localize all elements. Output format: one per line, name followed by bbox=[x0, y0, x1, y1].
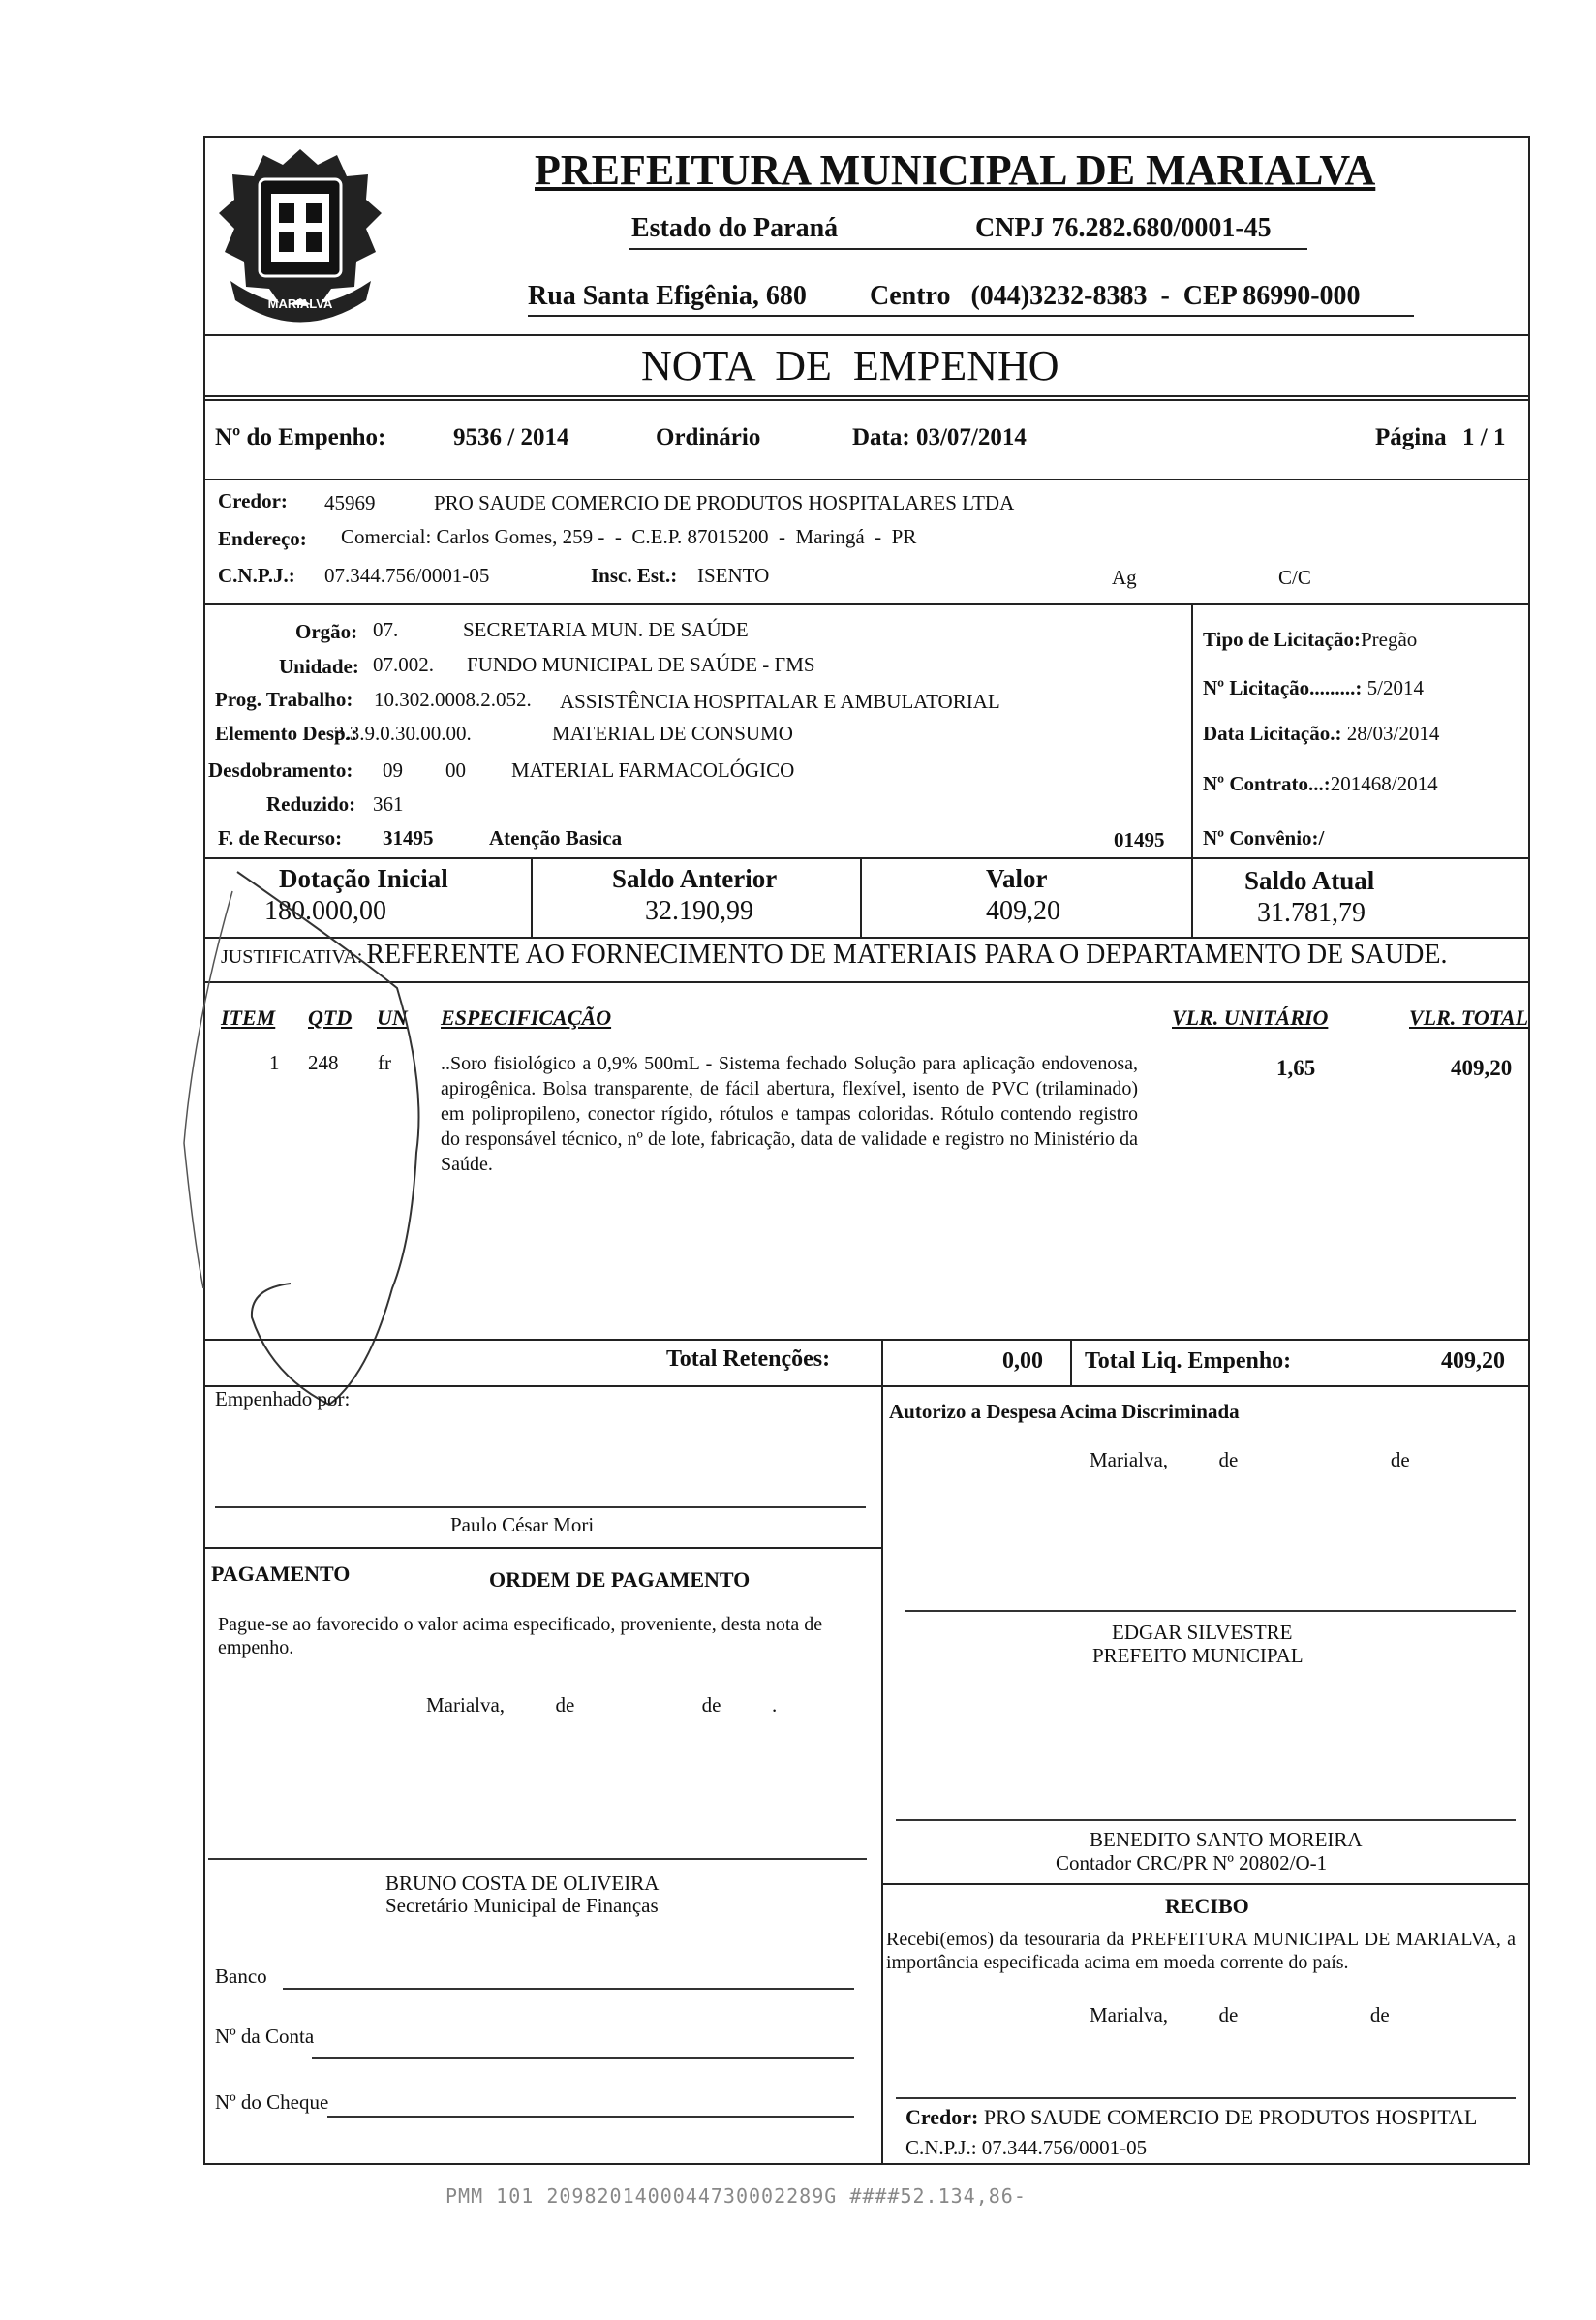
item-total: 409,20 bbox=[1451, 1056, 1513, 1080]
col-vlr-total: VLR. TOTAL bbox=[1409, 1005, 1529, 1030]
elemento-code: 3.3.9.0.30.00.00. bbox=[334, 722, 472, 745]
contador-name: BENEDITO SANTO MOREIRA bbox=[1090, 1828, 1363, 1851]
data-licitacao-label: Data Licitação.: bbox=[1203, 722, 1342, 745]
retencoes-label: Total Retenções: bbox=[666, 1346, 831, 1372]
item-number: 1 bbox=[269, 1051, 280, 1074]
recibo-credor-cnpj: C.N.P.J.: 07.344.756/0001-05 bbox=[905, 2136, 1148, 2159]
endereco-value: Comercial: Carlos Gomes, 259 - - C.E.P. 87015200 - Maringá - PR bbox=[341, 525, 917, 548]
prog-code: 10.302.0008.2.052. bbox=[374, 688, 532, 711]
unidade-label: Unidade: bbox=[279, 655, 359, 678]
vertical-divider bbox=[1191, 603, 1193, 857]
col-especificacao: ESPECIFICAÇÃO bbox=[441, 1005, 612, 1030]
banco-line bbox=[283, 1988, 854, 1990]
cnpj-text: CNPJ 76.282.680/0001-45 bbox=[975, 213, 1272, 243]
num-licitacao-value: 5/2014 bbox=[1366, 676, 1424, 699]
city-date-1: Marialva, de de bbox=[1090, 1448, 1410, 1471]
cnpj-label: C.N.P.J.: bbox=[218, 564, 295, 587]
empenhado-name: Paulo César Mori bbox=[450, 1513, 595, 1536]
num-licitacao-label: Nº Licitação.........: bbox=[1203, 676, 1363, 699]
prefeito-name: EDGAR SILVESTRE bbox=[1112, 1621, 1293, 1644]
total-liq-label: Total Liq. Empenho: bbox=[1085, 1348, 1292, 1374]
page-label: Página bbox=[1375, 424, 1447, 450]
vertical-divider bbox=[881, 1339, 883, 1385]
recibo-text: Recebi(emos) da tesouraria da PREFEITURA MUNICIPAL DE MARIALVA, a importância especificada acima em moeda corrente do país. bbox=[886, 1929, 1516, 1973]
banco-label: Banco bbox=[215, 1964, 267, 1988]
saldo-anterior-label: Saldo Anterior bbox=[612, 864, 778, 893]
credor-name: PRO SAUDE COMERCIO DE PRODUTOS HOSPITALARES LTDA bbox=[434, 491, 1015, 514]
signature-line bbox=[905, 1610, 1516, 1612]
desdobramento-code1: 09 bbox=[383, 758, 403, 782]
svg-text:MARIALVA: MARIALVA bbox=[267, 296, 333, 311]
num-licitacao bbox=[1203, 676, 1424, 700]
contrato-value: 201468/2014 bbox=[1330, 772, 1438, 795]
header-underline-2 bbox=[528, 315, 1414, 317]
empenho-number: 9536 / 2014 bbox=[453, 424, 569, 450]
col-qtd: QTD bbox=[308, 1005, 353, 1030]
fonte-name: Atenção Basica bbox=[489, 826, 623, 850]
vertical-divider bbox=[860, 857, 862, 937]
fonte-code: 01495 bbox=[1114, 828, 1165, 851]
empenho-label: Nº do Empenho: bbox=[215, 424, 386, 450]
handwritten-mark-icon bbox=[174, 833, 659, 1463]
recibo-credor bbox=[905, 2105, 1477, 2130]
conta-line bbox=[312, 2057, 854, 2059]
contrato bbox=[1203, 772, 1438, 796]
secretario-title: Secretário Municipal de Finanças bbox=[385, 1894, 659, 1917]
divider bbox=[881, 1883, 1530, 1885]
item-qtd: 248 bbox=[308, 1051, 339, 1074]
orgao-label: Orgão: bbox=[295, 620, 358, 643]
elemento-label: Elemento Desp.: bbox=[215, 722, 357, 745]
divider bbox=[203, 1547, 881, 1549]
retencoes-value: 0,00 bbox=[1002, 1348, 1043, 1374]
cheque-line bbox=[327, 2116, 854, 2118]
conta-label: Nº da Conta bbox=[215, 2025, 315, 2048]
divider bbox=[203, 603, 1530, 605]
col-vlr-unitario: VLR. UNITÁRIO bbox=[1172, 1005, 1329, 1030]
signature-line bbox=[208, 1858, 867, 1860]
col-un: UN bbox=[377, 1005, 408, 1030]
district-text: Centro (044)3232-8383 - CEP 86990-000 bbox=[870, 281, 1361, 311]
prog-label: Prog. Trabalho: bbox=[215, 688, 353, 711]
dotacao-inicial-value: 180.000,00 bbox=[264, 896, 386, 926]
orgao-code: 07. bbox=[373, 618, 399, 641]
col-item: ITEM bbox=[221, 1005, 276, 1030]
reduzido-value: 361 bbox=[373, 792, 404, 816]
divider bbox=[203, 1339, 1530, 1341]
desdobramento-label: Desdobramento: bbox=[208, 758, 353, 782]
empenho-date: Data: 03/07/2014 bbox=[852, 424, 1027, 450]
saldo-anterior-value: 32.190,99 bbox=[645, 896, 753, 926]
pagamento-label: PAGAMENTO bbox=[211, 1562, 351, 1586]
tipo-licitacao-value: Pregão bbox=[1360, 628, 1418, 651]
saldo-atual-label: Saldo Atual bbox=[1244, 866, 1375, 895]
cc-label: C/C bbox=[1278, 566, 1311, 589]
reduzido-label: Reduzido: bbox=[266, 792, 356, 816]
signature-line bbox=[896, 1819, 1516, 1821]
header-underline-1 bbox=[629, 248, 1307, 250]
insc-label: Insc. Est.: bbox=[591, 564, 678, 587]
item-description: ..Soro fisiológico a 0,9% 500mL - Sistema fechado Solução para aplicação endovenosa, apirogênica. Bolsa transparente, de fácil abertura, flexível, isento de PVC (trilaminado) em polipropileno, conector rígido, rótulos e tampas coloridas. Rótulo contendo registro do responsável técnico, nº de lote, fabricação, data de validade e registro no Ministério da Saúde. bbox=[441, 1053, 1138, 1175]
insc-value: ISENTO bbox=[697, 564, 770, 587]
tipo-licitacao-label bbox=[1203, 628, 1417, 652]
unidade-code: 07.002. bbox=[373, 653, 434, 676]
convenio-label: Nº Convênio:/ bbox=[1203, 826, 1325, 850]
vertical-divider bbox=[881, 1385, 883, 2165]
elemento-name: MATERIAL DE CONSUMO bbox=[552, 722, 793, 745]
divider bbox=[203, 334, 1530, 336]
signature-line bbox=[215, 1506, 866, 1508]
credor-sign-line bbox=[896, 2097, 1516, 2099]
prog-name: ASSISTÊNCIA HOSPITALAR E AMBULATORIAL bbox=[560, 690, 1000, 713]
municipal-seal-icon bbox=[211, 136, 390, 339]
unidade-name: FUNDO MUNICIPAL DE SAÚDE - FMS bbox=[467, 653, 815, 676]
city-date-3: Marialva, de de bbox=[1090, 2003, 1390, 2026]
valor-label: Valor bbox=[986, 864, 1048, 893]
data-licitacao bbox=[1203, 722, 1439, 746]
item-unit-price: 1,65 bbox=[1276, 1056, 1316, 1080]
cnpj-value: 07.344.756/0001-05 bbox=[324, 564, 490, 587]
recibo-label: RECIBO bbox=[1165, 1894, 1249, 1918]
page-number: 1 / 1 bbox=[1462, 424, 1506, 450]
vertical-divider bbox=[1191, 857, 1193, 937]
state-text: Estado do Paraná bbox=[631, 213, 839, 243]
empenho-type: Ordinário bbox=[656, 424, 761, 450]
autorizo-text: Autorizo a Despesa Acima Discriminada bbox=[889, 1400, 1240, 1423]
secretario-name: BRUNO COSTA DE OLIVEIRA bbox=[385, 1871, 660, 1895]
item-un: fr bbox=[378, 1051, 391, 1074]
empenhado-label: Empenhado por: bbox=[215, 1387, 351, 1410]
prefeito-title: PREFEITO MUNICIPAL bbox=[1092, 1644, 1304, 1667]
justificativa-label: JUSTIFICATIVA: bbox=[221, 946, 363, 968]
data-licitacao-value: 28/03/2014 bbox=[1346, 722, 1440, 745]
footer-stamp: PMM 101 2098201400044730002289G ####52.134,86- bbox=[445, 2184, 1027, 2208]
ordem-pagamento-label: ORDEM DE PAGAMENTO bbox=[489, 1567, 751, 1592]
orgao-name: SECRETARIA MUN. DE SAÚDE bbox=[463, 618, 749, 641]
total-liq-value: 409,20 bbox=[1441, 1348, 1505, 1374]
valor-value: 409,20 bbox=[986, 896, 1060, 926]
desdobramento-code2: 00 bbox=[445, 758, 466, 782]
ag-label: Ag bbox=[1112, 566, 1137, 589]
vertical-divider bbox=[1070, 1339, 1072, 1385]
tipo-licitacao-label-text: Tipo de Licitação: bbox=[1203, 628, 1361, 651]
cheque-label: Nº do Cheque bbox=[215, 2090, 329, 2114]
divider bbox=[203, 399, 1530, 401]
contrato-label: Nº Contrato...: bbox=[1203, 772, 1331, 795]
contador-title: Contador CRC/PR Nº 20802/O-1 bbox=[1056, 1851, 1328, 1874]
recibo-credor-name: PRO SAUDE COMERCIO DE PRODUTOS HOSPITAL bbox=[983, 2105, 1478, 2129]
desdobramento-name: MATERIAL FARMACOLÓGICO bbox=[511, 758, 795, 782]
recibo-credor-label: Credor: bbox=[905, 2105, 979, 2129]
credor-label: Credor: bbox=[218, 489, 288, 512]
page-title: PREFEITURA MUNICIPAL DE MARIALVA bbox=[535, 146, 1376, 194]
fonte-label: F. de Recurso: bbox=[218, 826, 343, 850]
address-text: Rua Santa Efigênia, 680 bbox=[528, 281, 807, 311]
divider bbox=[203, 1385, 1530, 1387]
city-date-2: Marialva, de de . bbox=[426, 1693, 778, 1717]
fonte-value: 31495 bbox=[383, 826, 434, 850]
dotacao-inicial-label: Dotação Inicial bbox=[279, 864, 448, 893]
divider bbox=[203, 479, 1530, 480]
credor-code: 45969 bbox=[324, 491, 376, 514]
pague-se-text: Pague-se ao favorecido o valor acima especificado, proveniente, desta nota de empenho. bbox=[218, 1614, 823, 1658]
doc-title: NOTA DE EMPENHO bbox=[641, 342, 1059, 389]
divider bbox=[203, 395, 1530, 397]
saldo-atual-value: 31.781,79 bbox=[1257, 898, 1366, 928]
endereco-label: Endereço: bbox=[218, 527, 307, 550]
justificativa-text: REFERENTE AO FORNECIMENTO DE MATERIAIS PARA O DEPARTAMENTO DE SAUDE. bbox=[366, 940, 1448, 970]
